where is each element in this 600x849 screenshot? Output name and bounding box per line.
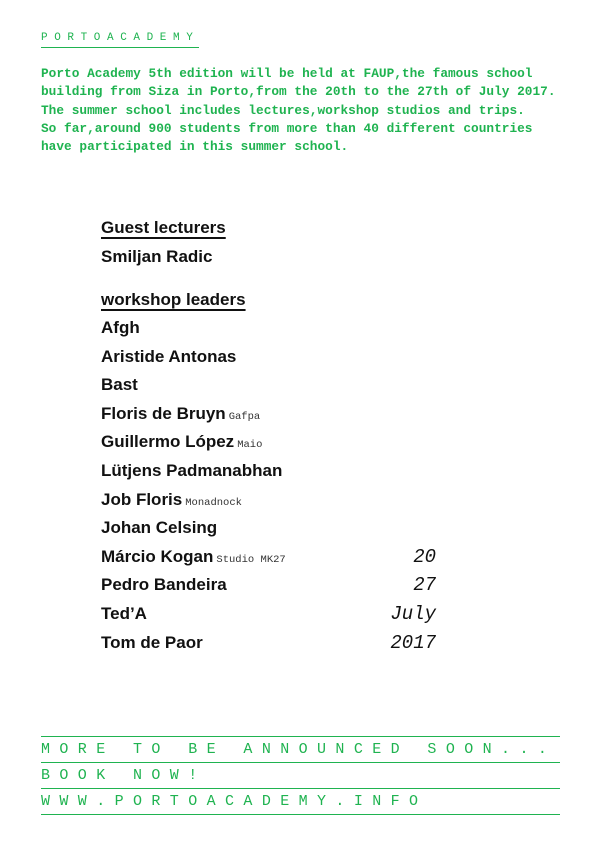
workshop-leader (101, 488, 436, 512)
announce-text: MORE TO BE ANNOUNCED SOON... (41, 737, 560, 763)
leader-studio: Maio (237, 439, 263, 452)
workshop-leader (101, 430, 436, 454)
leader-name: Floris de Bruyn (101, 403, 226, 423)
intro-line: The summer school includes lectures,workshop studios and trips. (41, 102, 525, 118)
leader-name: Márcio Kogan (101, 546, 214, 566)
workshop-leader (101, 516, 436, 540)
leader-studio: Studio MK27 (216, 553, 286, 566)
workshop-leader (101, 402, 436, 426)
workshop-leader (101, 345, 436, 369)
leader-name: Job Floris (101, 489, 183, 509)
date-part: 20 (413, 545, 436, 568)
intro-line: Porto Academy 5th edition will be held at FAUP,the famous school (41, 66, 533, 81)
intro-paragraph (41, 65, 581, 156)
leader-studio: Monadnock (185, 496, 242, 509)
workshop-leader (101, 459, 436, 483)
leader-name: Johan Celsing (101, 518, 218, 538)
guest-lecturer: Smiljan Radic (101, 247, 213, 266)
leader-name: Bast (101, 375, 138, 395)
leader-name: Guillermo López (101, 432, 235, 452)
workshop-leader (101, 631, 436, 655)
leader-name: Aristide Antonas (101, 346, 237, 366)
workshop-leader (101, 373, 436, 397)
leader-studio: Gafpa (228, 410, 261, 423)
footer (41, 736, 560, 815)
workshop-leader (101, 602, 436, 626)
brand-logo-text: PORTOACADEMY (41, 32, 199, 48)
date-part: July (390, 603, 436, 625)
intro-line: building from Siza in Porto,from the 20th to the 27th of July 2017. (41, 84, 556, 100)
leader-name: Tom de Paor (101, 632, 203, 652)
leader-name: Ted’A (101, 604, 147, 623)
workshop-leader (101, 545, 436, 569)
leader-name: Lütjens Padmanabhan (101, 461, 283, 480)
guest-lecturers-heading: Guest lecturers (101, 218, 226, 237)
book-now-link[interactable]: BOOK NOW! (41, 763, 560, 789)
date-part: 27 (413, 574, 436, 597)
leader-name: Afgh (101, 318, 140, 337)
date-part: 2017 (390, 631, 436, 654)
intro-line: So far,around 900 students from more than 40 different countries (41, 120, 533, 136)
website-link[interactable]: WWW.PORTOACADEMY.INFO (41, 789, 560, 815)
leader-name: Pedro Bandeira (101, 575, 227, 595)
workshop-leader (101, 316, 436, 340)
workshop-leaders-heading: workshop leaders (101, 290, 246, 309)
workshop-leader (101, 573, 436, 597)
intro-line: have participated in this summer school. (41, 139, 349, 155)
